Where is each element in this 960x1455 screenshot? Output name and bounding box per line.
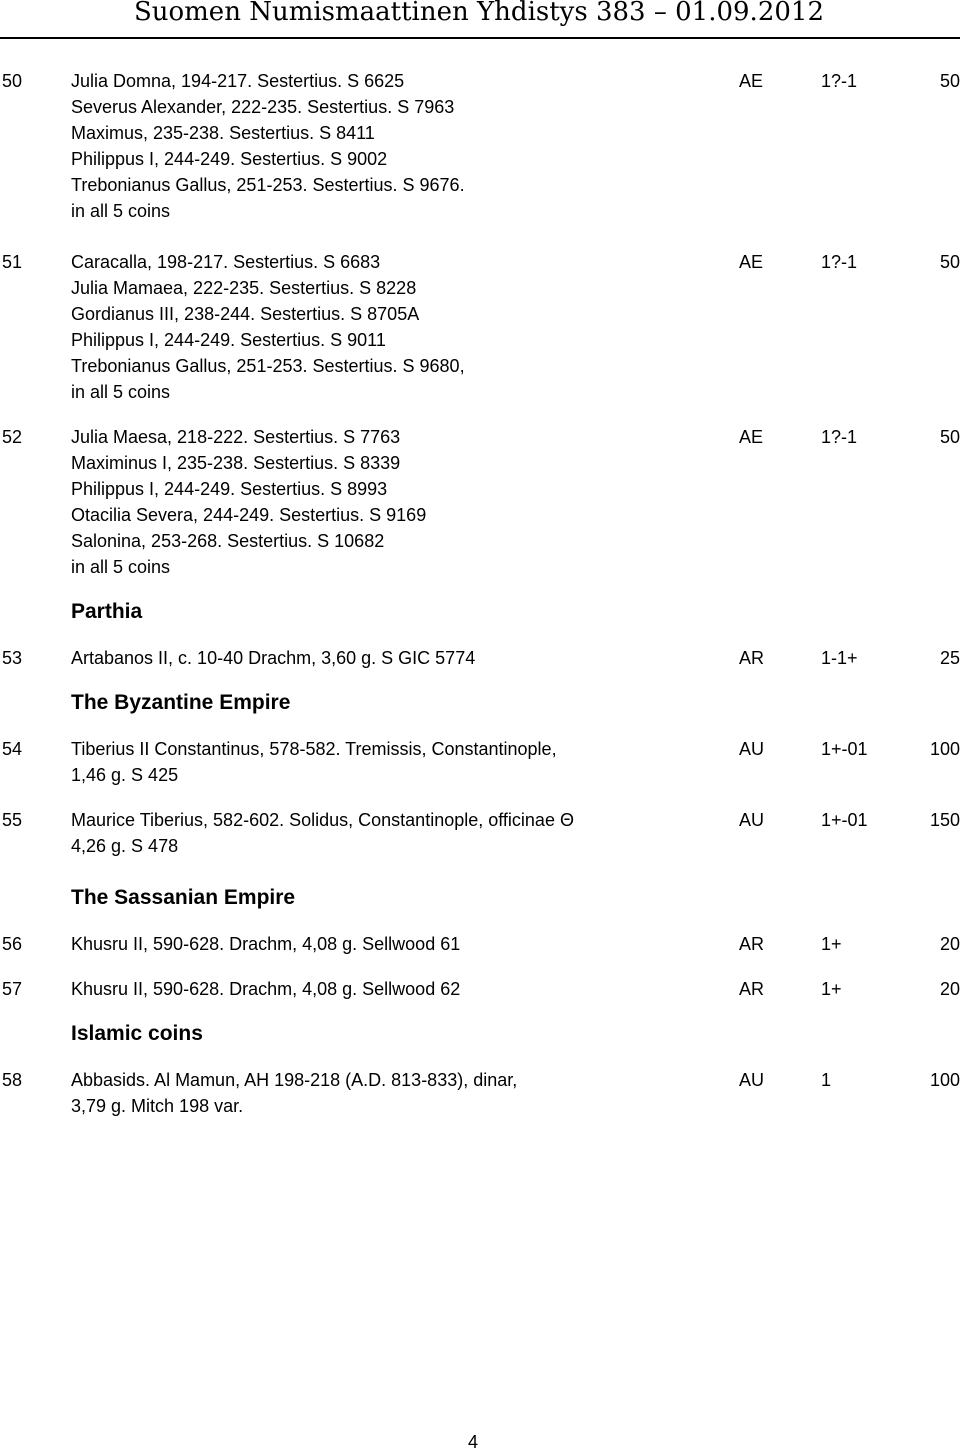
lot-number: 54: [2, 739, 23, 759]
lot-price: 20: [939, 934, 960, 954]
lot-description-line: Maurice Tiberius, 582-602. Solidus, Constantinople, officinae Θ: [71, 810, 574, 830]
lot-price: 25: [939, 648, 960, 668]
lot-metal: AE: [739, 252, 764, 272]
lot-metal: AR: [739, 934, 765, 954]
lot-grade: 1+: [821, 979, 842, 999]
lot-description-line: Trebonianus Gallus, 251-253. Sestertius. S 9680,: [71, 356, 465, 376]
lot-price: 20: [939, 979, 960, 999]
page-header: [0, 0, 960, 34]
lot-price: 50: [939, 427, 960, 447]
lot-metal: AE: [739, 427, 764, 447]
lot-number: 55: [2, 810, 23, 830]
page-number: 4: [468, 1432, 479, 1452]
lot-description-line: Severus Alexander, 222-235. Sestertius. S 7963: [71, 97, 455, 117]
lot-number: 57: [2, 979, 23, 999]
lot-description-line: in all 5 coins: [71, 201, 171, 221]
lot-number: 58: [2, 1070, 23, 1090]
lot-description-line: Philippus I, 244-249. Sestertius. S 9002: [71, 149, 388, 169]
section-heading-islamic: Islamic coins: [71, 1022, 203, 1045]
lot-grade: 1?-1: [821, 252, 858, 272]
lot-number: 51: [2, 252, 23, 272]
lot-description-line: in all 5 coins: [71, 382, 171, 402]
lot-grade: 1?-1: [821, 427, 858, 447]
lot-price: 50: [939, 252, 960, 272]
lot-description-line: Maximus, 235-238. Sestertius. S 8411: [71, 123, 375, 143]
lot-price: 150: [929, 810, 960, 830]
lot-description-line: Philippus I, 244-249. Sestertius. S 9011: [71, 330, 386, 350]
lot-description-line: in all 5 coins: [71, 557, 171, 577]
header-title: Suomen Numismaattinen Yhdistys 383 – 01.09.2012: [133, 0, 824, 27]
lot-grade: 1+-01: [821, 739, 868, 759]
lot-metal: AE: [739, 71, 764, 91]
lot-price: 50: [939, 71, 960, 91]
section-heading-parthia: Parthia: [71, 600, 143, 623]
lot-grade: 1+-01: [821, 810, 868, 830]
lot-description-line: Julia Maesa, 218-222. Sestertius. S 7763: [71, 427, 401, 447]
lot-description-line: Gordianus III, 238-244. Sestertius. S 8705A: [71, 304, 420, 324]
section-heading-byzantine: The Byzantine Empire: [71, 691, 291, 714]
lot-description-line: Maximinus I, 235-238. Sestertius. S 8339: [71, 453, 401, 473]
lot-grade: 1-1+: [821, 648, 858, 668]
lot-grade: 1?-1: [821, 71, 858, 91]
lot-description-line: Khusru II, 590-628. Drachm, 4,08 g. Sellwood 61: [71, 934, 461, 954]
lot-grade: 1: [821, 1070, 832, 1090]
lot-metal: AR: [739, 979, 765, 999]
lot-description-line: 4,26 g. S 478: [71, 836, 179, 856]
lot-description-line: Khusru II, 590-628. Drachm, 4,08 g. Sellwood 62: [71, 979, 461, 999]
lot-metal: AU: [739, 1070, 765, 1090]
lot-description-line: 3,79 g. Mitch 198 var.: [71, 1096, 244, 1116]
lot-description-line: Artabanos II, c. 10-40 Drachm, 3,60 g. S GIC 5774: [71, 648, 476, 668]
lot-description-line: Salonina, 253-268. Sestertius. S 10682: [71, 531, 385, 551]
lot-number: 50: [2, 71, 23, 91]
lot-metal: AU: [739, 810, 765, 830]
lot-description-line: 1,46 g. S 425: [71, 765, 179, 785]
lot-description-line: Julia Mamaea, 222-235. Sestertius. S 8228: [71, 278, 417, 298]
lot-price: 100: [929, 739, 960, 759]
lot-description-line: Julia Domna, 194-217. Sestertius. S 6625: [71, 71, 405, 91]
lot-description-line: Tiberius II Constantinus, 578-582. Tremissis, Constantinople,: [71, 739, 557, 759]
lot-metal: AU: [739, 739, 765, 759]
lot-description-line: Philippus I, 244-249. Sestertius. S 8993: [71, 479, 388, 499]
section-heading-sassanian: The Sassanian Empire: [71, 886, 296, 909]
lot-metal: AR: [739, 648, 765, 668]
header-rule: [0, 37, 960, 39]
lot-description-line: Trebonianus Gallus, 251-253. Sestertius. S 9676.: [71, 175, 465, 195]
lot-grade: 1+: [821, 934, 842, 954]
lot-price: 100: [929, 1070, 960, 1090]
lot-description-line: Abbasids. Al Mamun, AH 198-218 (A.D. 813-833), dinar,: [71, 1070, 518, 1090]
lot-description-line: Caracalla, 198-217. Sestertius. S 6683: [71, 252, 381, 272]
lot-number: 56: [2, 934, 23, 954]
lot-description-line: Otacilia Severa, 244-249. Sestertius. S 9169: [71, 505, 427, 525]
lot-number: 52: [2, 427, 23, 447]
lot-number: 53: [2, 648, 23, 668]
